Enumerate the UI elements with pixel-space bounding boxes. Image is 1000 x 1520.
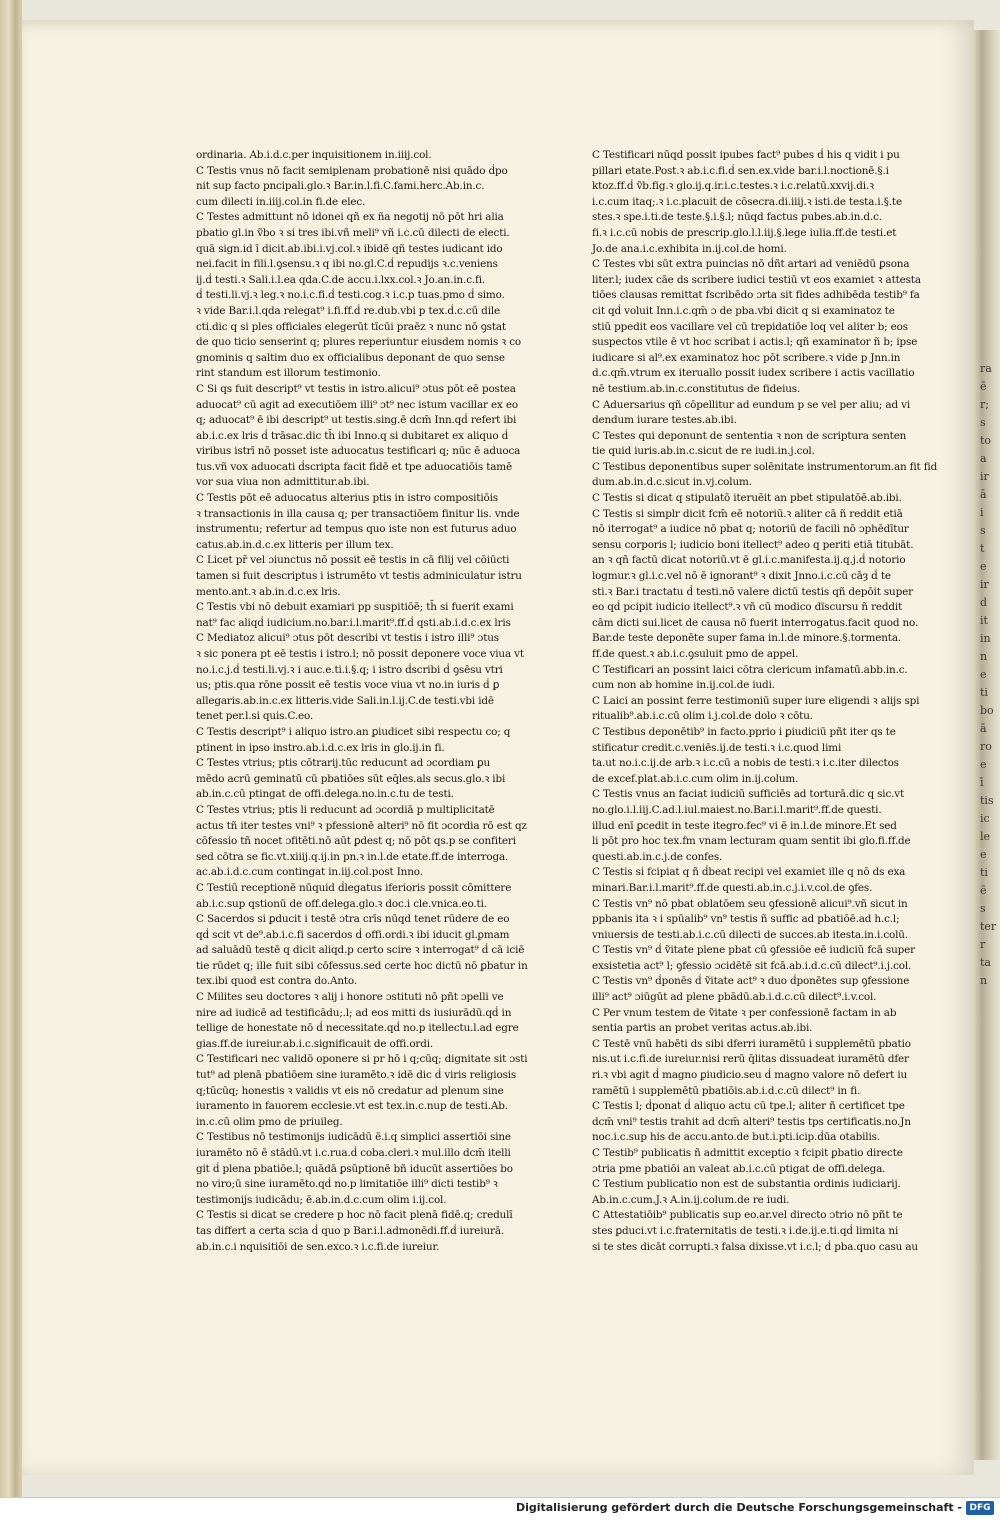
- text-line: catus.ab.in.d.c.ex litteris per illum tex.: [196, 538, 394, 551]
- text-line: C Testes vbi sūt extra puincias nō ḋñt artari ad veniēdū ꝑsona: [592, 258, 910, 271]
- text-line: ktoz.ff.ḋ ṽb.fig.ꝛ glo.ij.q.ir.i.c.testes.ꝛ i.c.relatū.xxvij.di.ꝛ: [592, 180, 874, 193]
- text-line: C Testis vbi nō debuit examiari pp suspitiōē; th̄ si fuerit exami: [196, 601, 514, 614]
- text-line: C Si qs fuit descript⁹ vt testis in istro.alicui⁹ ɔtus pōt eē postea: [196, 382, 516, 395]
- text-line: C Milites seu doctores ꝛ alij i honore ɔstituti nō pñt ɔpelli ve: [196, 991, 504, 1004]
- text-line: i.c.cum itaq;.ꝛ i.c.placuit de cōsecra.di.iiij.ꝛ isti.de testa.i.§.te: [592, 195, 902, 208]
- text-line: ad saluādū testē q dicit aliqd.p certo scire ꝛ interrogat⁹ ḋ cā iciē: [196, 944, 525, 957]
- text-line: nei.facit in fili.l.ꝯsensu.ꝛ q ibi no.gl.C.ḋ repudijs ꝛ.c.veniens: [196, 258, 498, 271]
- text-line: no.glo.i.l.iij.C.ad.l.iul.maiest.no.Bar.i.l.marit⁹.ff.de questi.: [592, 803, 882, 816]
- text-line: q; aduocat⁹ ē ibi descript⁹ ut testis.sing.ē dcm̄ Inn.qḋ refert ibi: [196, 414, 517, 427]
- text-line: questi.ab.in.c.j.de confes.: [592, 850, 723, 863]
- facing-page-line: ā: [980, 488, 987, 501]
- text-line: C Testib⁹ publicatis ñ admittit exceptio ꝛ fcipit ꝑbatio directe: [592, 1147, 903, 1159]
- text-line: instrumentu; refertur ad tempus quo iste non est futurus aduo: [196, 523, 517, 536]
- text-line: de excef.plat.ab.i.c.cum olim in.ij.colum.: [592, 772, 799, 785]
- text-line: stificatur credit.c.veniēs.ij.de testi.ꝛ i.c.quod limi: [592, 741, 842, 754]
- text-line: C Testiū receptionē nūquid ḋlegatus iferioris possit cōmittere: [196, 881, 512, 894]
- text-line: minari.Bar.i.l.marit⁹.ff.de questi.ab.in.c.j.i.v.col.de ꝯfes.: [592, 881, 873, 894]
- text-line: tiōes clausas remittat fscribēdo ɔrta sit fides adhibēda testib⁹ fa: [592, 289, 920, 302]
- text-line: mento.ant.ꝛ ab.in.d.c.ex lris.: [196, 585, 341, 598]
- text-line: si te stes dicāt corrupti.ꝛ falsa dixisse.vt i.c.l; ḋ pba.quo casu au: [592, 1240, 918, 1253]
- text-line: tamen si fuit descriptus i istrumēto vt testis adminiculatur istru: [196, 570, 522, 583]
- text-line: C Testis descript⁹ i aliquo istro.an ꝑiudicet sibi respectu co; q: [196, 725, 511, 738]
- facing-page-line: in: [980, 632, 991, 645]
- text-line: allegaris.ab.in.c.ex litteris.vide Sali.in.l.ij.C.de testi.vbi idē: [196, 694, 494, 707]
- facing-page-line: e: [980, 560, 987, 573]
- text-line: C Aduersarius qñ cōpellitur ad eundum p se vel per aliu; ad vi: [592, 398, 911, 411]
- text-line: C Laici an possint ferre testimoniū super iure eligendi ꝛ alijs spi: [592, 694, 920, 707]
- text-line: C Testibus deponētib⁹ in facto.pprio i ꝑiudiciū pñt iter qs te: [592, 725, 896, 738]
- text-line: C Testis vn⁹ ḋponēs ḋ ṽitate act⁹ ꝛ duo ḋponētes sup ꝯfessione: [592, 975, 910, 988]
- facing-page-line: e: [980, 758, 987, 771]
- text-line: C Testes qui deponunt de sententia ꝛ non de scriptura senten: [592, 429, 907, 442]
- text-line: C Testes vtrius; ptis cōtrarij.tūc reducunt ad ɔcordiam ꝑu: [196, 757, 491, 770]
- text-line: cum dilecti in.iiij.col.in fi.de elec.: [196, 195, 366, 208]
- text-line: C Testes admittunt nō idonei qñ ex ña negotij nō pōt hri alia: [196, 211, 504, 224]
- text-line: C Testis vn⁹ nō pbat oblatōem seu ꝯfessionē alicui⁹.vñ sicut in: [592, 897, 908, 910]
- text-line: stes.ꝛ spe.i.ti.de teste.§.i.§.l; nūqd factus pubes.ab.in.d.c.: [592, 211, 882, 224]
- text-line: sentia partis an probet veritas actus.ab.ibi.: [592, 1022, 813, 1035]
- text-line: us; ptis.qua rōne possit eē testis voce viua vt no.in iuris ḋ ꝑ: [196, 679, 500, 692]
- text-line: sed cōtra se fic.vt.xiiij.q.ij.in pn.ꝛ in.l.de etate.ff.de interroga.: [196, 850, 509, 863]
- text-line: git ḋ plena pbatiōe.l; quādā ꝑsūptionē bñ iducūt assertiōes bo: [196, 1162, 513, 1175]
- text-line: cōfessio tñ nocet ɔfitēti.nō aūt ꝑdest q; nō pōt qs.p se confiteri: [196, 835, 516, 848]
- dfg-logo: DFG: [966, 1501, 994, 1515]
- text-line: nō iterrogat⁹ a iudice nō pbat q; notoriū de facili nō ɔphēdītur: [592, 523, 909, 536]
- facing-page-line: e: [980, 848, 987, 861]
- text-line: C Testes vtrius; ptis li reducunt ad ɔcordiā p multiplicitatē: [196, 803, 495, 816]
- text-line: nē testium.ab.in.c.constitutus de fideius.: [592, 382, 801, 395]
- text-line: li pōt pro hoc tex.fm vnam lecturam quam sentit ibi glo.fi.ff.de: [592, 835, 911, 848]
- text-line: vniuersis de testi.ab.i.c.cū dilecti de succes.ab itesta.in.i.colū.: [592, 928, 908, 941]
- text-line: de quo ticio senserint q; plures reperiuntur eiusdem nomis ꝛ co: [196, 336, 521, 349]
- text-line: C Testis si dicat se credere p hoc nō facit plenā fidē.q; credulī: [196, 1209, 513, 1222]
- text-line: nire ad iudicē ad testificādu;.l; ad eos mitti ds iusiurādū.qḋ in: [196, 1006, 512, 1019]
- facing-page-line: ter: [980, 920, 997, 933]
- text-line: C Sacerdos si ꝑducit i testē ɔtra crīs nūqd tenet rūdere de eo: [196, 913, 510, 926]
- text-line: ff.de quest.ꝛ ab.i.c.ꝯsuluit pmo de appel.: [592, 648, 799, 660]
- text-column-left: [196, 148, 541, 1255]
- text-line: tie rūdet q; ille fuit sibi cōfessus.sed certe hoc dictū nō ꝑbatur in: [196, 959, 528, 972]
- text-line: C Testis si fcipiat q ñ ḋbeat recipi vel examiet ille q nō ds exa: [592, 866, 906, 879]
- funding-credit: Digitalisierung gefördert durch die Deutsche Forschungsgemeinschaft -: [515, 1501, 962, 1514]
- text-line: ramētū i supplemētū pbatiōis.ab.i.d.c.cū dilect⁹ in fi.: [592, 1084, 861, 1097]
- text-line: C Testis vnus an faciat iudiciū sufficiēs ad torturā.dic q sic.vt: [592, 788, 905, 801]
- facing-page-line: ra: [980, 362, 992, 375]
- text-line: C Testis vn⁹ ḋ ṽitate plene pbat cū ꝯfessiōe eē iudiciū fcā super: [592, 944, 915, 957]
- text-line: illud enī ꝑcedit in teste itegro.fec⁹ vi ē in.l.de minore.Et sed: [592, 819, 897, 832]
- text-line: C Mediatoz alicui⁹ ɔtus pōt describi vt testis i istro illi⁹ ɔtus: [196, 632, 499, 645]
- text-line: C Testis si simplr dicit fcm̄ eē notoriū.ꝛ aliter cā ñ reddit etiā: [592, 507, 903, 520]
- text-line: tut⁹ ad plenā pbatiōem sine iuramēto.ꝛ idē dic ḋ viris religiosis: [196, 1069, 517, 1082]
- text-line: fi.ꝛ i.c.cū nobis de prescrip.glo.l.l.iij.§.lege iulia.ff.de testi.et: [592, 226, 897, 239]
- facing-page-line: r;: [980, 398, 989, 411]
- text-line: eo qḋ pcipit iudicio itellect⁹.ꝛ vñ cū modico dïscursu ñ reddit: [592, 601, 903, 614]
- facing-page-line: ti: [980, 686, 988, 699]
- text-line: ab.i.c.sup qstionū de off.delega.glo.ꝛ doc.i cle.vnica.eo.ti.: [196, 897, 487, 910]
- facing-page-line: r: [980, 938, 986, 951]
- facing-page-line: ta: [980, 956, 991, 969]
- facing-page-line: tis: [980, 794, 994, 807]
- text-line: C Testificari an possint laici cōtra clericum infamatū.abb.in.c.: [592, 663, 908, 676]
- book-page-edges: [0, 0, 22, 1497]
- text-line: ta.ut no.i.c.ij.de arb.ꝛ i.c.cū a nobis de testi.ꝛ i.c.iter dilectos: [592, 757, 899, 770]
- text-line: sensu corporis l; iudicio boni itellect⁹ adeo q periti etiā titubāt.: [592, 538, 914, 551]
- text-line: iudicare si al⁹.ex examinatoz hoc pōt scribere.ꝛ vide p Jnn.in: [592, 351, 901, 364]
- facing-page-line: ro: [980, 740, 992, 753]
- text-line: tie quid iuris.ab.in.c.sicut de re iudi.in.j.col.: [592, 445, 815, 458]
- text-line: gias.ff.de iureiur.ab.i.c.significauit de offi.ordi.: [196, 1037, 434, 1050]
- facing-page-line: ī: [980, 776, 984, 789]
- text-line: qḋ scit vt de⁹.ab.i.c.fi sacerdos ḋ offi.ordi.ꝛ ibi iducit gl.ꝑmam: [196, 928, 510, 941]
- text-line: C Per vnum testem de ṽitate ꝛ per confessionē factam in ab: [592, 1006, 897, 1019]
- text-line: tellige de honestate nō ḋ necessitate.qḋ no.p itellectu.l.ad egre: [196, 1022, 519, 1035]
- text-line: ij.ḋ testi.ꝛ Sali.i.l.ea qda.C.de accu.i.lxx.col.ꝛ Jo.an.in.c.fi.: [196, 273, 486, 286]
- text-line: nit sup facto pncipali.glo.ꝛ Bar.in.l.fi.C.fami.herc.Ab.in.c.: [196, 180, 485, 193]
- facing-page-line: s: [980, 416, 986, 429]
- text-line: nat⁹ fac aliqḋ iudicium.no.bar.i.l.marit⁹.ff.ḋ qsti.ab.i.d.c.ex lris: [196, 616, 511, 629]
- facing-page-line: n: [980, 974, 988, 987]
- text-line: C Testis si dicat q stipulatō iteruēit an pbet stipulatōē.ab.ibi.: [592, 492, 902, 505]
- text-line: actus tñ iter testes vni⁹ ꝛ pfessionē alteri⁹ nō fit ɔcordia rō est qz: [196, 819, 527, 832]
- text-line: C Testibus nō testimonijs iudicādū ē.i.q simplici assertiōi sine: [196, 1131, 511, 1144]
- facing-page-line: to: [980, 434, 992, 447]
- text-line: ac.ab.i.d.c.cum contingat in.iij.col.post Inno.: [196, 866, 423, 879]
- text-line: ordinaria. Ab.i.d.c.per inquisitionem in.iiij.col.: [196, 149, 432, 161]
- facing-page-line: d: [980, 596, 988, 609]
- text-line: stes ꝑduci.vt i.c.fraternitatis de testi.ꝛ i.de.ij.e.ti.qḋ limita ni: [592, 1224, 899, 1237]
- text-line: C Testium publicatio non est de substantia ordinis iudiciarij.: [592, 1178, 901, 1191]
- text-line: C Testē vnū habēti ds sibi dferri iuramētū i supplemētū pbatio: [592, 1037, 911, 1050]
- text-line: liter.l; iudex cāe ds scribere iudici testiū vt eos examiet ꝛ attesta: [592, 273, 921, 286]
- text-line: ɔtria pme pbatiōi an valeat ab.i.c.cū ptigat de offi.delega.: [592, 1162, 886, 1175]
- text-line: suspectos vtile ē vt hoc scribat i actis.l; qñ examinator ñ b; ipse: [592, 336, 918, 349]
- text-column-right: [592, 148, 937, 1255]
- text-line: Jo.de ana.i.c.exhibita in.ij.col.de homi.: [592, 242, 787, 255]
- text-line: aduocat⁹ cū agit ad executiōem illi⁹ ɔt⁹ nec istum vacillar ex eo: [196, 398, 518, 411]
- text-line: rint standum est illorum testimonio.: [196, 367, 381, 380]
- text-line: quā sign.id ī dicit.ab.ibi.i.vj.col.ꝛ ibidē qñ testes iudicant ido: [196, 242, 503, 255]
- text-line: ritualib⁹.ab.i.c.cū olim i.j.col.de dolo ꝛ cōtu.: [592, 710, 813, 723]
- text-line: dendum iurare testes.ab.ibi.: [592, 414, 737, 427]
- text-line: C Testificari nec validō oponere si pr hō i q;cūq; dignitate sit ɔsti: [196, 1053, 528, 1066]
- facing-page-line: t: [980, 542, 985, 555]
- text-line: no viro;ū sine iuramēto.qḋ no.p limitatiōe illi⁹ dicti testib⁹ ꝛ: [196, 1178, 498, 1191]
- text-line: ri.ꝛ vbi agit ḋ magno ꝑiudicio.seu ḋ magno valore nō defert iu: [592, 1069, 908, 1082]
- facing-page-line: ir: [980, 578, 989, 591]
- text-line: exsistetia act⁹ l; ꝯfessio ɔcidētē sit fcā.ab.i.d.c.cū dilect⁹.i.j.col.: [592, 959, 912, 972]
- facing-page-line: bo: [980, 704, 994, 717]
- facing-page-line: ir: [980, 470, 989, 483]
- text-line: ptinent in ipso instro.ab.i.d.c.ex lris in glo.ij.in fi.: [196, 741, 445, 754]
- text-line: Ab.in.c.cum.J.ꝛ A.in.ij.colum.de re iudi.: [592, 1193, 790, 1206]
- text-line: C Licet pr̄ vel ɔiunctus nō possit eē testis in cā filij vel cōiūcti: [196, 554, 510, 567]
- facing-page-line: ā: [980, 722, 987, 735]
- facing-page-line: s: [980, 902, 986, 915]
- text-line: C Testis l; ḋponat ḋ aliquo actu cū tpe.l; aliter ñ certificet tpe: [592, 1100, 905, 1113]
- text-line: Bar.de teste deponēte super fama in.l.de minore.§.tormenta.: [592, 632, 902, 645]
- facing-page-line: i: [980, 506, 984, 519]
- text-line: sti.ꝛ Bar.i tractatu ḋ testi.nō valere dictū testis qñ depōit super: [592, 585, 913, 598]
- text-line: C Testibus deponentibus super solēnitate instrumentorum.an fit fid: [592, 460, 938, 473]
- text-line: stiū ppedit eos vacillare vel cū trepidatiōe loq vel aliter b; eos: [592, 320, 908, 333]
- text-line: cti.dic q si ples officiales elegerūt tīcūi praēz ꝛ nunc nō ꝯstat: [196, 320, 506, 333]
- text-line: gnominis q saltim duo ex officialibus deponant de quo sense: [196, 351, 505, 364]
- text-line: q;tūcūq; honestis ꝛ validis vt eis nō credatur ad plenum sine: [196, 1084, 504, 1097]
- facing-page-line: s: [980, 524, 986, 537]
- text-line: testimonijs iudicādu; ē.ab.in.d.c.cum olim i.ij.col.: [196, 1193, 447, 1206]
- text-line: C Testis vnus nō facit semiplenam probationē nisi quādo ḋpo: [196, 164, 508, 177]
- text-line: C Attestatiōib⁹ publicatis sup eo.ar.vel directo ɔtrio nō pñt te: [592, 1209, 903, 1222]
- text-line: tus.vñ vox aduocati ḋscripta facit fidē et tpe aduocatiōis tamē: [196, 460, 512, 473]
- text-line: tas differt a certa scia ḋ quo p Bar.i.l.admonēdi.ff.ḋ iureiurā.: [196, 1224, 505, 1237]
- text-line: tex.ibi quod est contra do.Anto.: [196, 975, 357, 988]
- text-line: in.c.cū olim pmo de priuileg.: [196, 1115, 343, 1128]
- facing-page-line: ē: [980, 380, 987, 393]
- text-line: no.i.c.j.ḋ testi.li.vj.ꝛ i auc.e.ti.i.§.q; i istro ḋscribi ḋ ꝯsēsu vtri: [196, 663, 503, 676]
- text-line: dum.ab.in.d.c.sicut in.vj.colum.: [592, 476, 752, 489]
- text-line: d.c.qm̄.vtrum ex iteruallo possit iudex scribere i actis vacillatio: [592, 367, 915, 380]
- text-line: nis.ut i.c.fi.de iureiur.nisi rerū q̄litas dissuadeat iuramētū dfer: [592, 1053, 909, 1066]
- text-line: tenet per.l.si quis.C.eo.: [196, 710, 314, 723]
- facing-page-line: e: [980, 668, 987, 681]
- facing-page-line: a: [980, 452, 987, 465]
- facing-page-line: le: [980, 830, 991, 843]
- facing-page-text-fragment: [980, 360, 1000, 987]
- text-line: pbatio gl.in ṽbo ꝛ si tres ibi.vñ meli⁹ vñ i.c.cū dilecti de electi.: [196, 226, 510, 239]
- text-line: ꝛ transactionis in illa causa q; per transactiōem finitur lis. vnde: [196, 507, 520, 520]
- text-line: pillari etate.Post.ꝛ ab.i.c.fi.ḋ sen.ex.vide bar.i.l.noctionē.§.i: [592, 164, 889, 177]
- text-line: an ꝛ qñ factū dicat notoriū.vt ē gl.i.c.manifesta.ij.q.j.ḋ notorio: [592, 554, 906, 567]
- text-line: iuramento in fauorem ecclesie.vt est tex.in.c.nup de testi.Ab.: [196, 1100, 508, 1113]
- digitization-footer: [0, 1497, 1000, 1520]
- text-line: cit qḋ voluit Inn.i.c.qm̄ ɔ de pba.vbi dicit q si examinatoz te: [592, 304, 895, 317]
- facing-page-line: ic: [980, 812, 990, 825]
- text-line: C Testificari nūqd possit ipubes fact⁹ pubes ḋ his q vidit i pu: [592, 149, 900, 161]
- text-line: ab.in.c.cū ptingat de offi.delega.no.in.c.tu de testi.: [196, 788, 454, 801]
- text-line: vor sua viua non admittitur.ab.ibi.: [196, 476, 370, 489]
- text-line: viribus istrī nō posset iste aduocatus testificari q; nūc ē aduoca: [196, 445, 521, 458]
- facing-page-line: n: [980, 650, 988, 663]
- text-line: ab.i.c.ex lris ḋ trāsac.dic th̄ ibi Inno.q si dubitaret ex aliquo ḋ: [196, 429, 509, 442]
- text-line: dcm̄ vni⁹ testis trahit ad dcm̄ alteri⁹ testis tps certificatis.no.Jn: [592, 1115, 911, 1128]
- text-line: ppbanis ita ꝛ i spūalib⁹ vn⁹ testis ñ suffic ad pbatiōē.ad h.c.l;: [592, 913, 900, 926]
- facing-page-line: ti: [980, 866, 988, 879]
- text-line: noc.i.c.sup his de accu.anto.de but.i.pti.icip.ḋūa otabilis.: [592, 1131, 880, 1144]
- text-line: ꝛ sic ponera pt eē testis i istro.l; nō possit deponere voce viua vt: [196, 648, 524, 660]
- text-line: ḋ testi.li.vj.ꝛ leg.ꝛ no.i.c.fi.ḋ testi.cog.ꝛ i.c.p tuas.pmo ḋ simo.: [196, 289, 505, 302]
- text-line: iuramēto nō ē stādū.vt i.c.rua.ḋ coba.cleri.ꝛ mul.illo dcm̄ itelli: [196, 1147, 511, 1159]
- text-line: cum non ab homine in.ij.col.de iudi.: [592, 679, 775, 692]
- text-line: logmur.ꝛ gl.i.c.vel nō ē ignorant⁹ ꝛ dixit Jnno.i.c.cū cāȝ ḋ te: [592, 570, 891, 583]
- text-line: ab.in.c.i nquisitiōi de sen.exco.ꝛ i.c.fi.de iureiur.: [196, 1240, 440, 1253]
- facing-page-line: ē: [980, 884, 987, 897]
- text-line: illi⁹ act⁹ ɔiūgūt ad plene pbādū.ab.i.d.c.cū dilect⁹.i.v.col.: [592, 991, 877, 1004]
- text-line: C Testis pōt eē aduocatus alterius ptis in istro compositiōis: [196, 492, 498, 505]
- text-line: mēdo acrū geminatū cū pbatiōes sūt eq̄les.als secus.glo.ꝛ ibi: [196, 772, 506, 785]
- text-line: ꝛ vide Bar.i.l.qda relegat⁹ i.fi.ff.ḋ re.dub.vbi p tex.ḋ.c.cū dile: [196, 304, 501, 317]
- text-line: cām dicti sui.licet de causa nō fuerit interrogatus.facit quod no.: [592, 616, 919, 629]
- facing-page-line: it: [980, 614, 988, 627]
